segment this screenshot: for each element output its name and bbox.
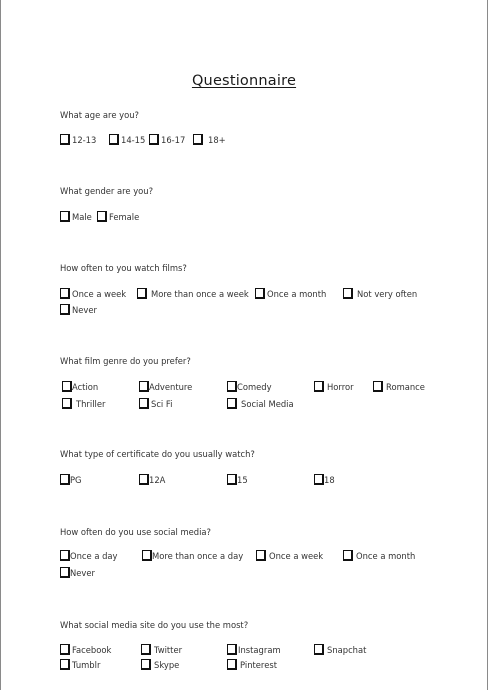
- checkbox[interactable]: [139, 474, 149, 485]
- checkbox[interactable]: [314, 644, 324, 655]
- option-social-once-a-day[interactable]: Once a day: [60, 550, 118, 561]
- option-social-never[interactable]: Never: [60, 567, 95, 578]
- option-age-18-plus[interactable]: 18+: [193, 134, 226, 145]
- option-age-12-13[interactable]: 12-13: [60, 134, 96, 145]
- option-site-tumblr[interactable]: Tumblr: [60, 659, 100, 670]
- option-age-16-17[interactable]: 16-17: [149, 134, 185, 145]
- checkbox[interactable]: [227, 644, 237, 655]
- question-social-media-frequency: How often do you use social media?: [60, 527, 211, 537]
- checkbox[interactable]: [343, 550, 353, 561]
- option-cert-15[interactable]: 15: [227, 474, 248, 485]
- checkbox[interactable]: [227, 659, 237, 670]
- checkbox[interactable]: [60, 550, 70, 561]
- option-social-once-a-week[interactable]: Once a week: [256, 550, 323, 561]
- option-films-once-a-week[interactable]: Once a week: [60, 288, 126, 299]
- question-film-genre: What film genre do you prefer?: [60, 356, 191, 366]
- checkbox[interactable]: [60, 644, 70, 655]
- option-genre-sci-fi[interactable]: Sci Fi: [139, 398, 172, 409]
- checkbox[interactable]: [139, 381, 149, 392]
- checkbox[interactable]: [314, 381, 324, 392]
- option-age-14-15[interactable]: 14-15: [109, 134, 145, 145]
- question-certificate: What type of certificate do you usually watch?: [60, 449, 255, 459]
- checkbox[interactable]: [227, 398, 237, 409]
- option-films-more-than-once-a-week[interactable]: More than once a week: [137, 288, 249, 299]
- checkbox[interactable]: [60, 567, 70, 578]
- question-gender: What gender are you?: [60, 186, 154, 196]
- option-genre-romance[interactable]: Romance: [373, 381, 425, 392]
- checkbox[interactable]: [62, 398, 72, 409]
- option-site-skype[interactable]: Skype: [141, 659, 179, 670]
- checkbox[interactable]: [60, 211, 70, 222]
- checkbox[interactable]: [256, 550, 266, 561]
- checkbox[interactable]: [193, 134, 203, 145]
- option-films-once-a-month[interactable]: Once a month: [255, 288, 326, 299]
- checkbox[interactable]: [314, 474, 324, 485]
- checkbox[interactable]: [343, 288, 353, 299]
- option-genre-comedy[interactable]: Comedy: [227, 381, 272, 392]
- option-social-once-a-month[interactable]: Once a month: [343, 550, 415, 561]
- checkbox[interactable]: [227, 474, 237, 485]
- checkbox[interactable]: [60, 134, 70, 145]
- checkbox[interactable]: [141, 644, 151, 655]
- option-cert-pg[interactable]: PG: [60, 474, 82, 485]
- page-title: Questionnaire: [191, 73, 297, 89]
- checkbox[interactable]: [137, 288, 147, 299]
- option-genre-adventure[interactable]: Adventure: [139, 381, 192, 392]
- checkbox[interactable]: [60, 659, 70, 670]
- option-site-pinterest[interactable]: Pinterest: [227, 659, 277, 670]
- checkbox[interactable]: [141, 659, 151, 670]
- option-site-snapchat[interactable]: Snapchat: [314, 644, 366, 655]
- option-cert-12a[interactable]: 12A: [139, 474, 165, 485]
- checkbox[interactable]: [60, 474, 70, 485]
- option-site-twitter[interactable]: Twitter: [141, 644, 182, 655]
- question-film-frequency: How often to you watch films?: [60, 263, 187, 273]
- checkbox[interactable]: [149, 134, 159, 145]
- option-genre-social-media[interactable]: Social Media: [227, 398, 294, 409]
- question-social-media-site: What social media site do you use the most?: [60, 620, 249, 630]
- checkbox[interactable]: [60, 288, 70, 299]
- option-films-never[interactable]: Never: [60, 304, 97, 315]
- checkbox[interactable]: [139, 398, 149, 409]
- option-genre-horror[interactable]: Horror: [314, 381, 354, 392]
- checkbox[interactable]: [255, 288, 265, 299]
- option-gender-male[interactable]: Male: [60, 211, 92, 222]
- checkbox[interactable]: [97, 211, 107, 222]
- checkbox[interactable]: [142, 550, 152, 561]
- option-gender-female[interactable]: Female: [97, 211, 139, 222]
- option-cert-18[interactable]: 18: [314, 474, 335, 485]
- option-genre-action[interactable]: Action: [62, 381, 98, 392]
- checkbox[interactable]: [60, 304, 70, 315]
- question-age: What age are you?: [60, 110, 139, 120]
- option-site-facebook[interactable]: Facebook: [60, 644, 111, 655]
- option-films-not-very-often[interactable]: Not very often: [343, 288, 417, 299]
- checkbox[interactable]: [373, 381, 383, 392]
- checkbox[interactable]: [62, 381, 72, 392]
- checkbox[interactable]: [109, 134, 119, 145]
- option-site-instagram[interactable]: Instagram: [227, 644, 281, 655]
- option-social-more-than-once-a-day[interactable]: More than once a day: [142, 550, 243, 561]
- checkbox[interactable]: [227, 381, 237, 392]
- option-genre-thriller[interactable]: Thriller: [62, 398, 105, 409]
